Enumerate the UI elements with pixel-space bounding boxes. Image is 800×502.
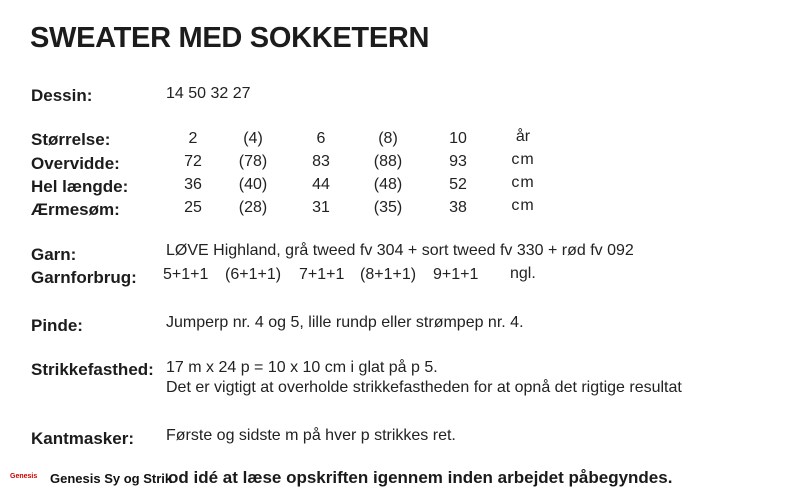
size-row-label: Størrelse: <box>31 130 111 149</box>
pinde-label: Pinde: <box>31 316 83 335</box>
size-row-label: Hel længde: <box>31 177 129 196</box>
size-cell: 25 <box>184 199 202 216</box>
footer-brand: Genesis Sy og Strik <box>50 471 173 486</box>
genesis-logo <box>10 473 37 480</box>
size-cell: (4) <box>243 130 263 147</box>
size-unit: år <box>515 128 531 145</box>
size-cell: (88) <box>373 153 403 170</box>
dessin-label: Dessin: <box>31 86 93 105</box>
strikkefasthed-line2: Det er vigtigt at overholde strikkefastheden for at opnå det rigtige resultat <box>166 379 682 396</box>
garnforbrug-cell: (6+1+1) <box>225 266 282 283</box>
size-cell: (8) <box>378 130 398 147</box>
size-unit: cm <box>511 174 535 191</box>
size-cell: 93 <box>449 153 467 170</box>
garnforbrug-unit: ngl. <box>510 265 536 282</box>
garnforbrug-cell: 7+1+1 <box>299 266 345 283</box>
garn-value: LØVE Highland, grå tweed fv 304 + sort tweed fv 330 + rød fv 092 <box>166 242 634 259</box>
size-cell: 10 <box>449 130 467 147</box>
size-cell: (35) <box>373 199 403 216</box>
size-cell: (28) <box>238 199 268 216</box>
size-cell: 38 <box>449 199 467 216</box>
size-cell: 31 <box>312 199 330 216</box>
garnforbrug-cell: (8+1+1) <box>360 266 417 283</box>
size-cell: 52 <box>449 176 467 193</box>
kantmasker-label: Kantmasker: <box>31 429 134 448</box>
size-cell: 6 <box>316 130 326 147</box>
size-cell: (48) <box>373 176 403 193</box>
pattern-title: SWEATER MED SOKKETERN <box>30 22 430 54</box>
size-cell: 36 <box>184 176 202 193</box>
size-unit: cm <box>511 197 535 214</box>
logo-text: Genesis <box>10 473 38 480</box>
pinde-value: Jumperp nr. 4 og 5, lille rundp eller strømpep nr. 4. <box>166 314 524 331</box>
size-cell: 44 <box>312 176 330 193</box>
garnforbrug-cell: 5+1+1 <box>163 266 209 283</box>
size-cell: 2 <box>188 130 198 147</box>
size-cell: 72 <box>184 153 202 170</box>
size-cell: 83 <box>312 153 330 170</box>
size-row-label: Ærmesøm: <box>31 200 120 219</box>
footer-note: od idé at læse opskriften igennem inden arbejdet påbegyndes. <box>168 468 673 487</box>
strikkefasthed-label: Strikkefasthed: <box>31 360 154 379</box>
garnforbrug-cell: 9+1+1 <box>433 266 479 283</box>
size-unit: cm <box>511 151 535 168</box>
size-cell: (40) <box>238 176 268 193</box>
garn-label: Garn: <box>31 245 77 264</box>
garnforbrug-label: Garnforbrug: <box>31 268 137 287</box>
dessin-value: 14 50 32 27 <box>166 85 251 102</box>
kantmasker-value: Første og sidste m på hver p strikkes ret. <box>166 427 456 444</box>
size-cell: (78) <box>238 153 268 170</box>
strikkefasthed-line1: 17 m x 24 p = 10 x 10 cm i glat på p 5. <box>166 359 438 376</box>
size-row-label: Overvidde: <box>31 154 120 173</box>
